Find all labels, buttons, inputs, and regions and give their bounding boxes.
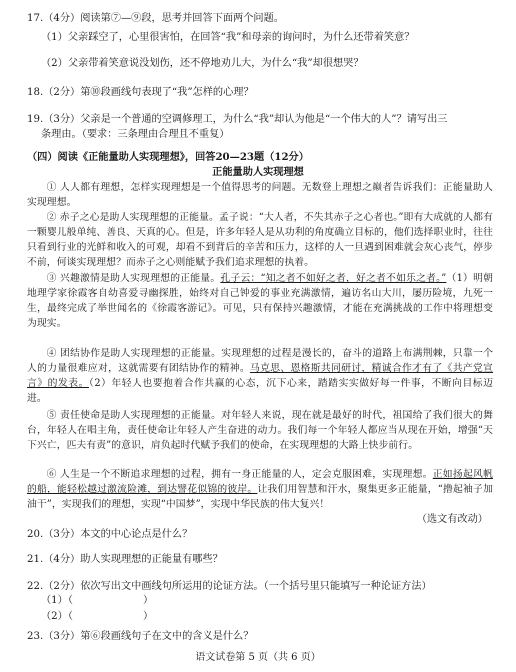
question-17-part-1: （1）父亲踩空了，心里很害怕，在回答“我”和母亲的询问时，为什么还带着笑意？ — [41, 32, 415, 43]
article-paragraph-6 — [27, 468, 493, 513]
section-4-heading: （四）阅读《正能量助人实现理想》，回答20—23题（12分） — [27, 151, 309, 163]
article-paragraph-4 — [27, 347, 493, 407]
question-21: 21.（4分）助人实现理想的正能量有哪些？ — [27, 554, 223, 565]
question-17: 17.（4分）阅读第⑦—⑨段，思考并回答下面两个问题。 — [27, 13, 284, 24]
article-paragraph-3 — [27, 272, 493, 332]
article-title: 正能量助人实现理想 — [212, 166, 304, 178]
question-23: 23.（3分）第⑥段画线句子在文中的含义是什么？ — [27, 631, 254, 642]
question-22: 22.（2分）依次写出文中画线句所运用的论证方法。（一个括号里只能填写一种论证方法） — [27, 581, 432, 592]
question-22-blank-1 — [41, 594, 489, 609]
blank-2-label: （2）（ — [41, 611, 73, 622]
question-17-part-2: （2）父亲带着笑意说没划伤，还不停地劝儿大，为什么“我”却很想哭？ — [41, 58, 364, 69]
question-20: 20.（3分）本文的中心论点是什么？ — [27, 529, 193, 540]
question-19-line-1: 19.（3分）父亲是一个普通的空调修理工，为什么“我”却认为他是“一个伟大的人”？请写出三 — [27, 114, 448, 125]
p3-text-b: （1）明朝地理学家徐霞客自幼喜爱寻幽探胜，始终对自己钟爱的事业充满激情，遍访名山大川，屡历险境，九死一生，最终完成了举世闻名的《徐霞客游记》。可见，只有保持兴趣激情，才能在充满挑战的工作中将理想变为现实。 — [27, 273, 493, 329]
p6-text-a: ⑥ 人生是一个不断追求理想的过程，拥有一身正能量的人，定会克服困难，实现理想。 — [46, 469, 433, 480]
p6-text-b: 让我们用智慧和汗水，聚集更多正能量，“撸起袖子加油干”，实现我们的理想，实现“中国梦”，实现中华民族的伟大复兴！ — [27, 483, 493, 510]
blank-2-close: ） — [142, 611, 154, 622]
blank-1-close: ） — [142, 595, 154, 606]
p3-text-a: ③ 兴趣激情是助人实现理想的正能量。 — [46, 273, 221, 284]
underlined-sentence-1: 孔子云：“知之者不如好之者，好之者不如乐之者。” — [220, 273, 447, 284]
blank-1-label: （1）（ — [41, 595, 73, 606]
article-paragraph-5: ⑤ 责任使命是助人实现理想的正能量。对年轻人来说，现在就是最好的时代，祖国给了我们很大的舞台，年轻人在唱主角，责任使命让年轻人产生奋进的动力。我们每一个年轻人都应当从现在开始，增强“天下兴亡，匹夫有责”的意识，肩负起时代赋予我们的使命，在实现理想的大路上快步前行。 — [27, 410, 493, 451]
article-paragraph-1: ① 人人都有理想，怎样实现理想是一个值得思考的问题。无数登上理想之巅者告诉我们：正能量助人实现理想。 — [27, 182, 493, 208]
underlined-sentence-3: 正如扬起风帆的船，能轻松越过激流险滩，到达譬花似锦的彼岸。 — [27, 469, 493, 495]
article-paragraph-2: ② 赤子之心是助人实现理想的正能量。孟子说：“大人者，不失其赤子之心者也。”即有大成就的人都有一颗婴儿般单纯、善良、天真的心。但是，许多年轻人是从功利的角度确立目标的，他们选择职业时，往往只看到行业的光鲜和收入的可观，却看不到背后的辛苦和压力，这样的人一旦遇到困难就会灰心丧气，停步不前，何谈实现理想？而赤子之心则能赋予我们追求理想的执着。 — [27, 212, 493, 268]
question-22-blank-2 — [41, 610, 489, 625]
p4-text-b: （2）年轻人也要抱着合作共赢的心态，沉下心来，踏踏实实做好每一件事，不断向目标迈进。 — [27, 377, 493, 404]
question-18: 18.（2分）第⑩段画线句表现了“我”怎样的心理？ — [27, 87, 254, 98]
page-footer: 语文试卷第 5 页（共 6 页） — [195, 652, 321, 663]
p4-text-a: ④ 团结协作是助人实现理想的正能量。实现理想的过程是漫长的，奋斗的道路上布满荆棘，只靠一个人的力量很难应对，这就需要有团结协作的精神。 — [27, 348, 493, 374]
underlined-sentence-2: 马克思、恩格斯共同研讨，精诚合作才有了《共产党宣言》的发表。 — [27, 362, 493, 389]
question-19-line-2: 条理由。（要求：三条理由合理且不重复） — [41, 129, 230, 140]
source-note: （选文有改动） — [416, 514, 488, 525]
